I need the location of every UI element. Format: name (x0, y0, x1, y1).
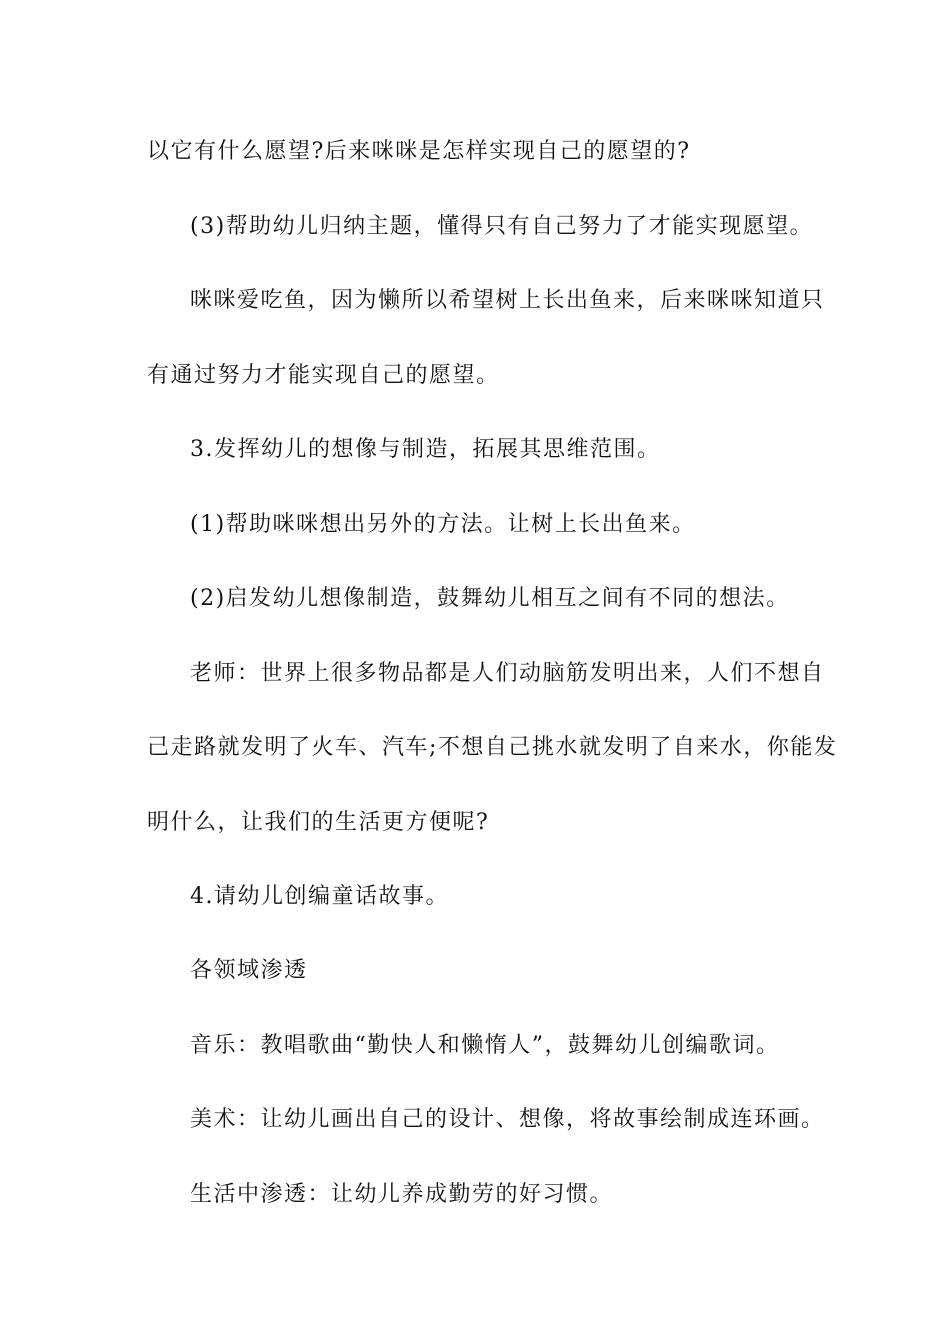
paragraph-line-life: 生活中渗透：让幼儿养成勤劳的好习惯。 (190, 1182, 614, 1207)
section-heading-domains: 各领域渗透 (190, 958, 308, 983)
paragraph-line-3: 咪咪爱吃鱼，因为懒所以希望树上长出鱼来，后来咪咪知道只 (190, 288, 825, 313)
section-heading-4: 4.请幼儿创编童话故事。 (190, 884, 449, 909)
paragraph-line-1: 以它有什么愿望?后来咪咪是怎样实现自己的愿望的? (147, 139, 691, 164)
paragraph-line-7: (2)启发幼儿想像制造，鼓舞幼儿相互之间有不同的想法。 (190, 586, 790, 611)
paragraph-line-6: (1)帮助咪咪想出另外的方法。让树上长出鱼来。 (190, 512, 696, 537)
paragraph-line-8: 老师：世界上很多物品都是人们动脑筋发明出来，人们不想自 (190, 661, 825, 686)
section-heading-3: 3.发挥幼儿的想像与制造，拓展其思维范围。 (190, 437, 661, 462)
paragraph-line-music: 音乐：教唱歌曲“勤快人和懒惰人”，鼓舞幼儿创编歌词。 (190, 1033, 780, 1058)
paragraph-line-10: 明什么，让我们的生活更方便呢? (147, 810, 490, 835)
paragraph-line-4: 有通过努力才能实现自己的愿望。 (147, 363, 500, 388)
paragraph-line-9: 己走路就发明了火车、汽车;不想自己挑水就发明了自来水，你能发 (147, 735, 838, 760)
paragraph-line-2: (3)帮助幼儿归纳主题，懂得只有自己努力了才能实现愿望。 (190, 214, 814, 239)
paragraph-line-art: 美术：让幼儿画出自己的设计、想像，将故事绘制成连环画。 (190, 1107, 825, 1132)
